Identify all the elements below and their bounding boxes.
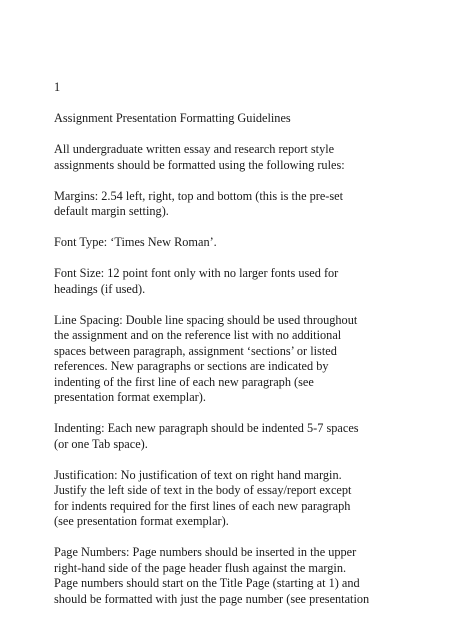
text-line: default margin setting). bbox=[54, 204, 169, 218]
text-line: Margins: 2.54 left, right, top and bottom (this is the pre-set bbox=[54, 188, 344, 203]
text-line: right-hand side of the page header flush against the margin. bbox=[54, 560, 347, 575]
text-line: headings (if used). bbox=[54, 281, 146, 296]
text-line: indenting of the first line of each new paragraph (see bbox=[54, 374, 314, 389]
document-title: Assignment Presentation Formatting Guidelines bbox=[54, 111, 291, 125]
text-line: All undergraduate written essay and research report style bbox=[54, 142, 335, 156]
text-line: Page numbers should start on the Title Page (starting at 1) and bbox=[54, 576, 360, 590]
paragraph-intro bbox=[54, 142, 394, 173]
text-line: for indents required for the first lines of each new paragraph bbox=[54, 498, 351, 513]
document-body bbox=[54, 80, 394, 623]
text-line: Indenting: Each new paragraph should be indented 5-7 spaces bbox=[54, 421, 359, 435]
text-line: spaces between paragraph, assignment ‘sections’ or listed bbox=[54, 343, 337, 358]
text-line: presentation format exemplar). bbox=[54, 390, 206, 404]
text-line: (see presentation format exemplar). bbox=[54, 514, 229, 528]
page-number: 1 bbox=[54, 80, 61, 94]
text-line: assignments should be formatted using the following rules: bbox=[54, 157, 345, 172]
text-line: references. New paragraphs or sections are indicated by bbox=[54, 359, 329, 373]
paragraph-font-type bbox=[54, 235, 394, 251]
text-line: Font Type: ‘Times New Roman’. bbox=[54, 235, 217, 249]
text-line: Font Size: 12 point font only with no larger fonts used for bbox=[54, 266, 339, 280]
paragraph-line-spacing bbox=[54, 313, 394, 406]
text-line: Justification: No justification of text on right hand margin. bbox=[54, 467, 342, 482]
paragraph-indenting bbox=[54, 421, 394, 452]
text-line: Justify the left side of text in the body of essay/report except bbox=[54, 483, 352, 497]
text-line: Line Spacing: Double line spacing should be used throughout bbox=[54, 312, 358, 327]
text-line: should be formatted with just the page number (see presentation bbox=[54, 591, 370, 606]
paragraph-justification bbox=[54, 468, 394, 530]
text-line: (or one Tab space). bbox=[54, 436, 148, 451]
paragraph-margins bbox=[54, 189, 394, 220]
paragraph-page-numbers bbox=[54, 545, 394, 607]
paragraph-font-size bbox=[54, 266, 394, 297]
text-line: the assignment and on the reference list with no additional bbox=[54, 328, 342, 342]
text-line: Page Numbers: Page numbers should be inserted in the upper bbox=[54, 545, 357, 559]
